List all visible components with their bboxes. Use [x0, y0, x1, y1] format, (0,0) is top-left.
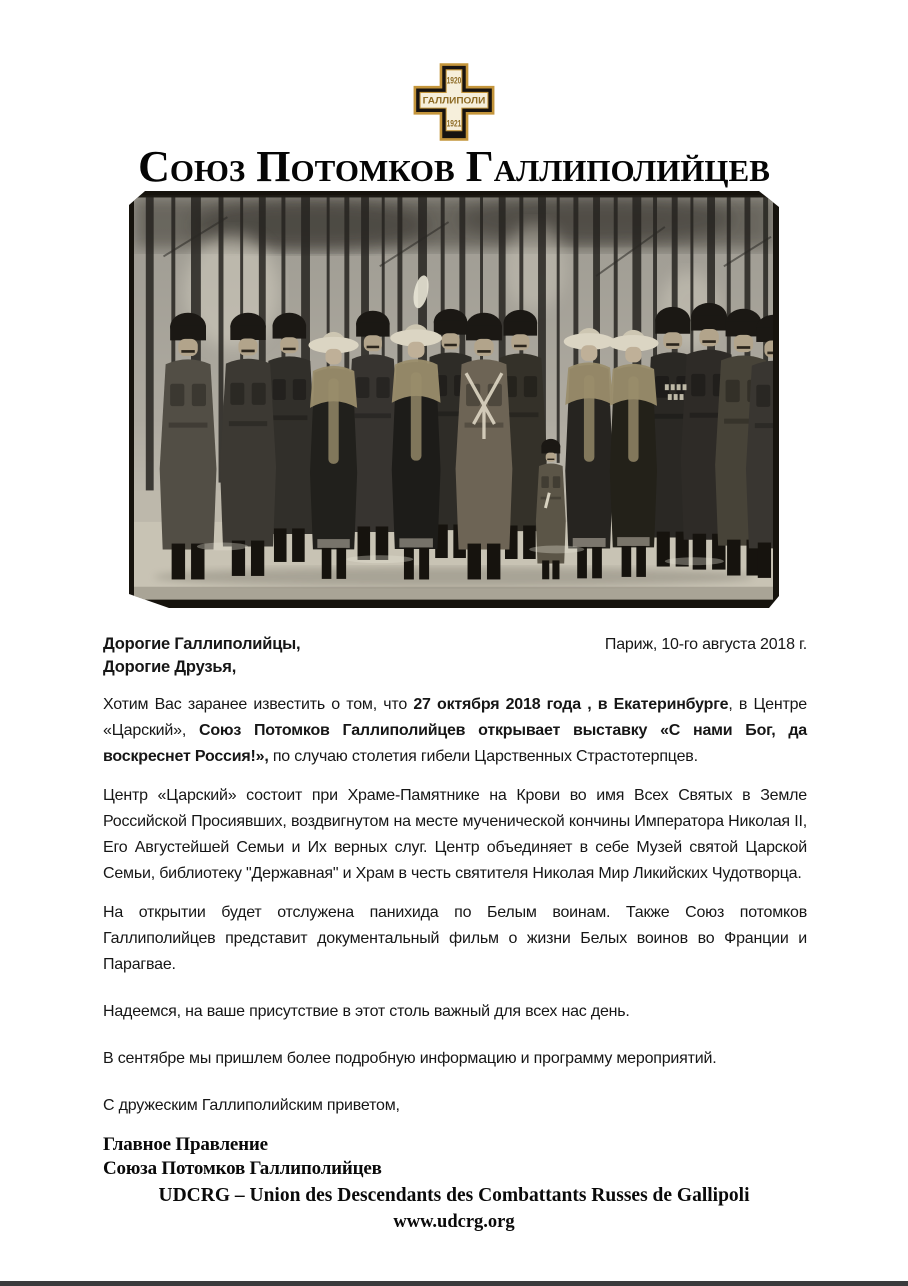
dateline: Париж, 10-го августа 2018 г.	[604, 636, 807, 653]
group-photo	[129, 191, 779, 608]
footer-org-name: UDCRG – Union des Descendants des Combattants Russes de Gallipoli	[158, 1185, 750, 1206]
document-footer	[0, 1183, 908, 1235]
letter-body	[0, 633, 908, 1181]
p1-text: Хотим Вас заранее известить о том, что	[103, 696, 414, 713]
paragraph-center-tsarsky: Центр «Царский» состоит при Храме-Памятнике на Крови во имя Всех Святых в Земле Российской Просиявших, воздвигнутом на месте мученической кончины Императора Николая II, Его Августейшей Семьи и Их верных слуг. Центр объединяет в себе Музей святой Царской Семьи, библиотеку "Державная" и Храм в честь святителя Николая Мир Ликийских Чудотворца.	[103, 787, 807, 882]
letterhead	[0, 0, 908, 190]
p1-date-bold: 27 октября 2018 года , в Екатеринбурге	[413, 696, 729, 713]
page-title: Союз Потомков Галлиполийцев	[138, 142, 770, 191]
salutation-line-1: Дорогие Галлиполийцы,	[103, 635, 301, 653]
gallipoli-cross-icon	[412, 62, 496, 142]
signature-line-2: Союза Потомков Галлиполийцев	[103, 1158, 382, 1179]
p1-text: , в Центре «Царский»,	[103, 696, 807, 739]
signature-block	[103, 1133, 807, 1181]
salutation	[103, 633, 300, 679]
logo-year-bottom: 1921	[446, 118, 462, 130]
salutation-line-2: Дорогие Друзья,	[103, 658, 237, 676]
salutation-row	[103, 633, 807, 679]
logo-year-top: 1920	[446, 75, 462, 87]
gallipoli-cross-logo	[0, 62, 908, 142]
paragraph-panikhida: На открытии будет отслужена панихида по Белым воинам. Также Союз потомков Галлиполийцев представит документальный фильм о жизни Белых воинов во Франции и Парагвае.	[103, 904, 807, 973]
p1-text: по случаю столетия гибели Царственных Страстотерпцев.	[268, 748, 698, 765]
p1-exhibition-bold: Союз Потомков Галлиполийцев открывает выставку «С нами Бог, да воскреснет Россия!»,	[103, 722, 807, 765]
paragraph-september: В сентябре мы пришлем более подробную информацию и программу мероприятий.	[103, 1050, 717, 1067]
group-photo-image	[134, 195, 773, 602]
logo-name: ГАЛЛИПОЛИ	[422, 95, 486, 106]
paragraph-hope: Надеемся, на ваше присутствие в этот столь важный для всех нас день.	[103, 1003, 630, 1020]
page-bottom-edge	[0, 1281, 908, 1286]
signature-line-1: Главное Правление	[103, 1134, 268, 1155]
paragraph-announcement	[103, 692, 807, 770]
paragraph-closing: С дружеским Галлиполийским приветом,	[103, 1097, 400, 1114]
footer-website: www.udcrg.org	[393, 1212, 515, 1232]
